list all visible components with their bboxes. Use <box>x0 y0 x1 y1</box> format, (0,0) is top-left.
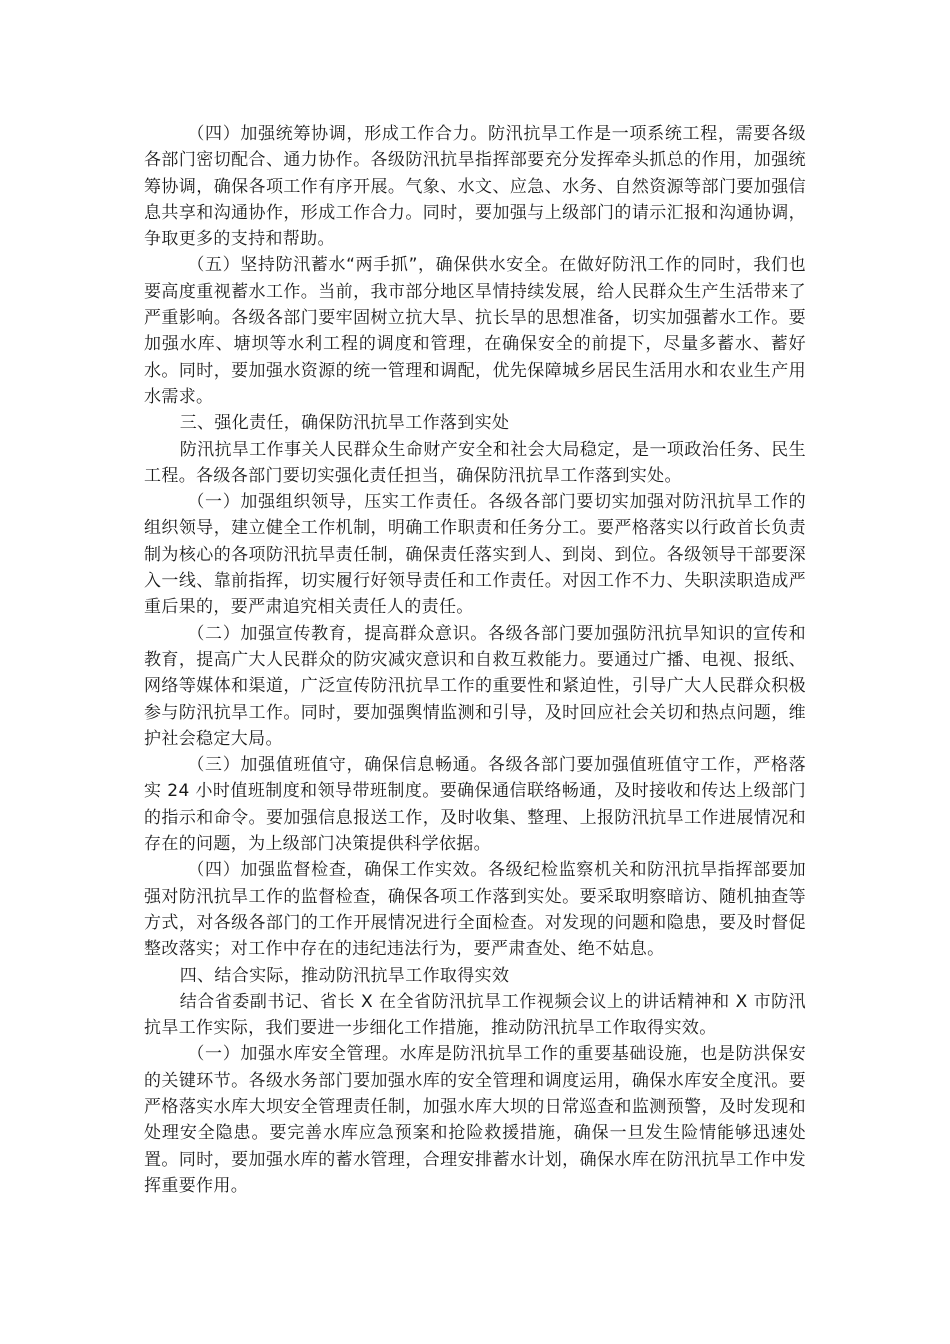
paragraph-4-supervision: （四）加强监督检查，确保工作实效。各级纪检监察机关和防汛抗旱指挥部要加强对防汛抗旱工作的监督检查，确保各项工作落到实处。要采取明察暗访、随机抽查等方式，对各级各部门的工作开展情况进行全面检查。对发现的问题和隐患，要及时督促整改落实；对工作中存在的违纪违法行为，要严肃查处、绝不姑息。 <box>144 860 806 960</box>
section-heading-3: 三、强化责任，确保防汛抗旱工作落到实处 <box>179 413 510 434</box>
paragraph-2-publicity: （二）加强宣传教育，提高群众意识。各级各部门要加强防汛抗旱知识的宣传和教育，提高广大人民群众的防灾减灾意识和自救互救能力。要通过广播、电视、报纸、网络等媒体和渠道，广泛宣传防汛抗旱工作的重要性和紧迫性，引导广大人民群众积极参与防汛抗旱工作。同时，要加强舆情监测和引导，及时回应社会关切和热点问题，维护社会稳定大局。 <box>144 623 806 749</box>
paragraph-3-duty: （三）加强值班值守，确保信息畅通。各级各部门要加强值班值守工作，严格落实 24 小时值班制度和领导带班制度。要确保通信联络畅通，及时接收和传达上级部门的指示和命令。要加强信息报送工作，及时收集、整理、上报防汛抗旱工作进展情况和存在的问题，为上级部门决策提供科学依据。 <box>144 755 806 855</box>
section-heading-4: 四、结合实际，推动防汛抗旱工作取得实效 <box>179 965 510 986</box>
section-4-intro: 结合省委副书记、省长 X 在全省防汛抗旱工作视频会议上的讲话精神和 X 市防汛抗旱工作实际，我们要进一步细化工作措施，推动防汛抗旱工作取得实效。 <box>144 991 806 1039</box>
paragraph-1-reservoir: （一）加强水库安全管理。水库是防汛抗旱工作的重要基础设施，也是防洪保安的关键环节。各级水务部门要加强水库的安全管理和调度运用，确保水库安全度汛。要严格落实水库大坝安全管理责任制，加强水库大坝的日常巡查和监测预警，及时发现和处理安全隐患。要完善水库应急预案和抢险救援措施，确保一旦发生险情能够迅速处置。同时，要加强水库的蓄水管理，合理安排蓄水计划，确保水库在防汛抗旱工作中发挥重要作用。 <box>144 1044 806 1196</box>
section-3-intro: 防汛抗旱工作事关人民群众生命财产安全和社会大局稳定，是一项政治任务、民生工程。各级各部门要切实强化责任担当，确保防汛抗旱工作落到实处。 <box>144 439 806 486</box>
document-body <box>144 121 806 1199</box>
paragraph-4-coordination: （四）加强统筹协调，形成工作合力。防汛抗旱工作是一项系统工程，需要各级各部门密切配合、通力协作。各级防汛抗旱指挥部要充分发挥牵头抓总的作用，加强统筹协调，确保各项工作有序开展。气象、水文、应急、水务、自然资源等部门要加强信息共享和沟通协作，形成工作合力。同时，要加强与上级部门的请示汇报和沟通协调，争取更多的支持和帮助。 <box>144 124 806 250</box>
paragraph-5-water-storage: （五）坚持防汛蓄水“两手抓”，确保供水安全。在做好防汛工作的同时，我们也要高度重视蓄水工作。当前，我市部分地区旱情持续发展，给人民群众生产生活带来了严重影响。各级各部门要牢固树立抗大旱、抗长旱的思想准备，切实加强蓄水工作。要加强水库、塘坝等水利工程的调度和管理，在确保安全的前提下，尽量多蓄水、蓄好水。同时，要加强水资源的统一管理和调配，优先保障城乡居民生活用水和农业生产用水需求。 <box>144 255 806 407</box>
paragraph-1-leadership: （一）加强组织领导，压实工作责任。各级各部门要切实加强对防汛抗旱工作的组织领导，建立健全工作机制，明确工作职责和任务分工。要严格落实以行政首长负责制为核心的各项防汛抗旱责任制，确保责任落实到人、到岗、到位。各级领导干部要深入一线、靠前指挥，切实履行好领导责任和工作责任。对因工作不力、失职渎职造成严重后果的，要严肃追究相关责任人的责任。 <box>144 492 806 618</box>
